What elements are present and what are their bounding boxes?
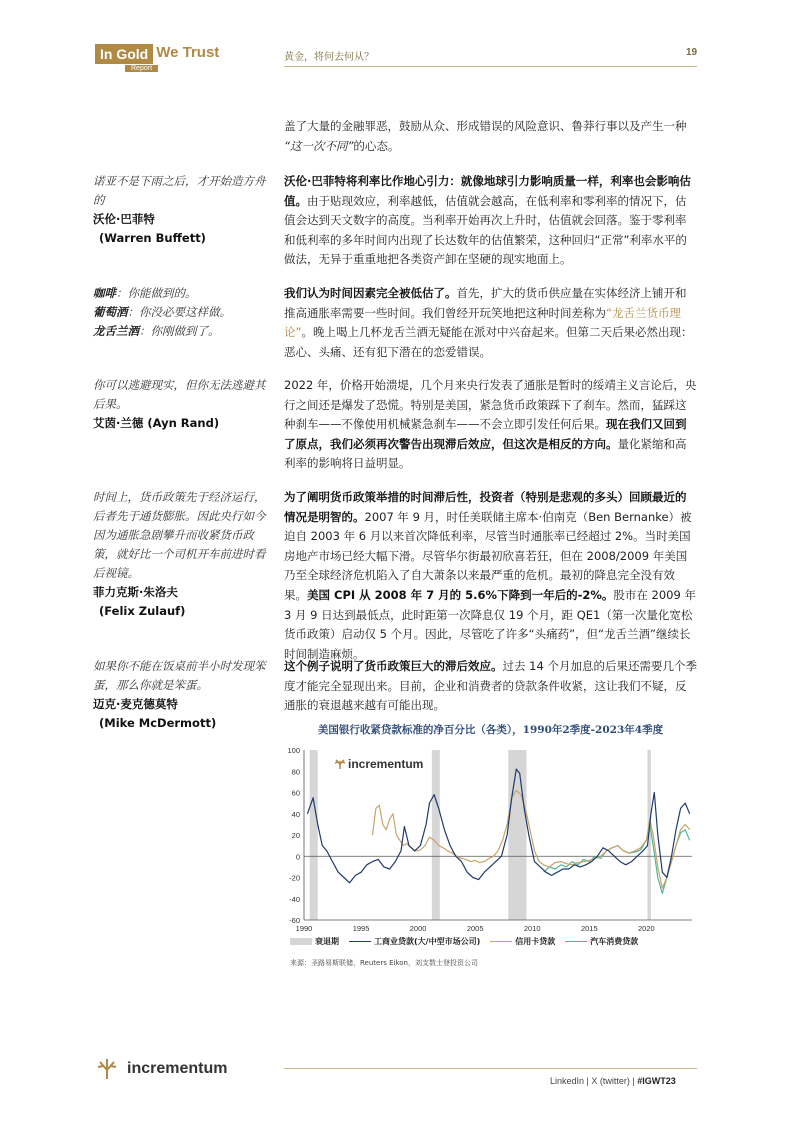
x-tick-label: 2005 bbox=[466, 924, 484, 933]
paragraph-time-factor bbox=[284, 284, 697, 362]
page-number: 19 bbox=[686, 47, 698, 58]
x-tick-label: 1995 bbox=[352, 924, 370, 933]
paragraph-body: 过去 14 个月加息的后果还需要几个季度才能完全显现出来。目前，企业和消费者的贷款条件收紧，这让我们不疑，反通胀的衰退越来越有可能出现。 bbox=[284, 659, 697, 713]
incrementum-tree-icon bbox=[95, 1058, 119, 1080]
header-divider bbox=[284, 66, 697, 67]
sidebar-quote-rand bbox=[93, 376, 269, 433]
x-tick-label: 1990 bbox=[295, 924, 313, 933]
quote-author-en: (Mike McDermott) bbox=[99, 716, 217, 730]
paragraph-lead: 我们认为时间因素完全被低估了。 bbox=[284, 286, 457, 300]
chart-source: 来源：圣路易斯联储，Reuters Eikon，刘支数士登投资公司 bbox=[290, 959, 478, 967]
logo-report-label: Report bbox=[125, 65, 158, 72]
paragraph-lead: 为了阐明货币政策举措的时间滞后性，投资者（特别是悲观的多头）回顾最近的情况是明智的。 bbox=[284, 490, 687, 524]
legend-ci-loans bbox=[349, 936, 480, 947]
logo-box-text: In Gold bbox=[95, 44, 153, 64]
dialog-line: ：你能做到的。 bbox=[116, 286, 197, 300]
y-tick-label: -60 bbox=[289, 916, 300, 925]
paragraph-body: 首先，扩大的货币供应量在实体经济上铺开和推高通胀率需要一些时间。我们曾经开玩笑地把这种时间差称为 bbox=[284, 286, 687, 320]
sidebar-quote-buffett bbox=[93, 172, 269, 248]
lending-standards-chart bbox=[280, 744, 700, 936]
paragraph-emphasis: 美国 CPI 从 2008 年 7 月的 5.6%下降到一年后的-2%。 bbox=[307, 587, 614, 602]
hashtag: #IGWT23 bbox=[637, 1076, 676, 1086]
x-tick-label: 2010 bbox=[523, 924, 541, 933]
dialog-speaker: 咖啡 bbox=[93, 286, 116, 300]
quote-author: 迈克·麦克德莫特 bbox=[93, 697, 178, 711]
quote-text: 时间上，货币政策先于经济运行，后者先于通货膨胀。因此央行如今因为通胀急剧攀升而收紧货币政策，就好比一个司机开车前进时看后视镜。 bbox=[93, 490, 266, 580]
tequila-theory-link[interactable]: “龙舌兰货币理论” bbox=[284, 305, 681, 340]
recession-bar bbox=[508, 750, 526, 920]
paragraph-body: 2022 年，价格开始溃堤，几个月来央行发表了通胀是暂时的绥靖主义言论后，央行之间还是爆发了恐慌。特别是美国，紧急货币政策踩下了刹车。然而，猛踩这种刹车——不像使用机械紧急刹车——不会立即引发任何后果。 bbox=[284, 378, 697, 432]
footer-divider bbox=[284, 1068, 697, 1069]
intro-quote: “这一次不同” bbox=[284, 138, 354, 153]
paragraph-2022 bbox=[284, 376, 697, 474]
legend-label: 信用卡贷款 bbox=[515, 937, 556, 946]
x-tick-label: 2020 bbox=[638, 924, 655, 933]
x-tick-label: 2015 bbox=[580, 924, 598, 933]
legend-credit-card bbox=[490, 936, 555, 947]
paragraph-buffett bbox=[284, 172, 697, 270]
y-tick-label: 0 bbox=[295, 852, 300, 862]
series-line bbox=[307, 769, 689, 883]
y-tick-label: 60 bbox=[291, 788, 300, 798]
paragraph-emphasis: 现在我们又回到了原点，我们必须再次警告出现滞后效应，但这次是相反的方向。 bbox=[284, 417, 687, 451]
y-tick-label: 20 bbox=[291, 831, 300, 840]
intro-paragraph bbox=[284, 117, 697, 156]
y-tick-label: 100 bbox=[287, 746, 300, 755]
recession-bar bbox=[310, 750, 318, 920]
y-tick-label: -40 bbox=[289, 894, 300, 904]
legend-recession bbox=[290, 936, 339, 947]
quote-author: 艾茵·兰德 (Ayn Rand) bbox=[93, 416, 220, 430]
watermark-tree-icon bbox=[335, 760, 345, 769]
x-tick-label: 2000 bbox=[409, 924, 427, 933]
dialog-speaker: 龙舌兰酒 bbox=[93, 324, 139, 338]
watermark-tree-stroke bbox=[335, 762, 338, 763]
chart-legend bbox=[290, 936, 700, 947]
dialog-line: ：你刚做到了。 bbox=[139, 324, 220, 338]
legend-auto-loans bbox=[565, 936, 638, 947]
quote-author-en: (Warren Buffett) bbox=[99, 231, 206, 245]
sidebar-quote-zulauf bbox=[93, 488, 269, 621]
in-gold-we-trust-logo bbox=[95, 44, 220, 72]
footer-brand bbox=[95, 1058, 227, 1080]
sidebar-dialog-tequila bbox=[93, 284, 269, 341]
intro-text: 盖了大量的金融罪恶，鼓励从众、形成错误的风险意识、鲁莽行事以及产生一种 bbox=[284, 119, 687, 133]
paragraph-body-end: 。晚上喝上几杯龙舌兰酒无疑能在派对中兴奋起来。但第二天后果必然出现：恶心、头痛、还有犯下潜在的恋爱错误。 bbox=[284, 325, 693, 359]
dialog-speaker: 葡萄酒 bbox=[93, 305, 128, 319]
legend-label: 衰退期 bbox=[315, 937, 339, 946]
y-tick-label: 40 bbox=[291, 809, 300, 819]
quote-author: 沃伦·巴菲特 bbox=[93, 212, 155, 226]
footer-brand-name: incrementum bbox=[127, 1060, 228, 1077]
dialog-line: ：你没必要这样做。 bbox=[127, 305, 231, 319]
recession-bar bbox=[432, 750, 440, 920]
quote-author: 菲力克斯·朱洛夫 bbox=[93, 585, 178, 599]
chart-watermark: incrementum bbox=[348, 757, 424, 771]
quote-text: 诺亚不是下雨之后，才开始造方舟的 bbox=[93, 174, 266, 207]
legend-label: 汽车消费贷款 bbox=[590, 937, 639, 946]
paragraph-body-end: 量化紧缩和高利率的影响将日益明显。 bbox=[284, 436, 687, 471]
legend-label: 工商业贷款(大/中型市场公司) bbox=[374, 937, 481, 946]
paragraph-lag-effect bbox=[284, 657, 697, 716]
paragraph-body-end: 股市在 2009 年 3 月 9 日达到最低点，此时距第一次降息仅 19 个月，距 QE1（第一次量化宽松货币政策）启动仅 5 个月。因此，尽管吃了许多“头痛药”，但“龙舌兰酒”继续长时间制造麻烦。 bbox=[284, 587, 696, 661]
intro-text-end: 的心态。 bbox=[353, 138, 400, 153]
quote-text: 如果你不能在饭桌前半小时发现笨蛋，那么你就是笨蛋。 bbox=[93, 659, 266, 692]
footer-links bbox=[550, 1076, 676, 1086]
paragraph-body: 2007 年 9 月，时任美联储主席本·伯南克（Ben Bernanke）被迫自 2003 年 6 月以来首次降低利率，尽管当时通胀率已经超过 2%。当时美国房地产市场已经大幅下滑。尽管华尔街最初欣喜若狂，但在 2008/2009 年美国乃至全球经济危机陷入了自大萧条以来最严重的危机。最初的降息完全没有效果。 bbox=[284, 509, 692, 602]
y-tick-label: 80 bbox=[291, 767, 300, 777]
quote-text: 你可以逃避现实，但你无法逃避其后果。 bbox=[93, 378, 266, 411]
watermark-tree-stroke bbox=[342, 762, 345, 763]
y-tick-label: -20 bbox=[289, 873, 300, 883]
running-header-title: 黄金，将何去何从？ bbox=[284, 52, 374, 63]
quote-author-en: (Felix Zulauf) bbox=[99, 604, 186, 618]
chart-title: 美国银行收紧贷款标准的净百分比（各类），1990年2季度-2023年4季度 bbox=[317, 724, 664, 736]
paragraph-body: 由于贴现效应，利率越低，估值就会越高，在低利率和零利率的情况下，估值会达到天文数字的高度。当利率开始再次上升时，估值就会回落。鉴于零利率和低利率的多年时间内出现了长达数年的估值繁荣，这种回归“正常”利率水平的做法，无异于重重地把各类资产卸在坚硬的现实地面上。 bbox=[284, 193, 687, 267]
series-line bbox=[373, 790, 690, 888]
paragraph-bernanke bbox=[284, 488, 697, 664]
sidebar-quote-mcdermott bbox=[93, 657, 269, 733]
paragraph-lead: 这个例子说明了货币政策巨大的滞后效应。 bbox=[284, 659, 503, 673]
paragraph-lead: 沃伦·巴菲特将利率比作地心引力：就像地球引力影响质量一样，利率也会影响估值。 bbox=[284, 174, 691, 208]
social-links[interactable]: LinkedIn | X (twitter) | bbox=[550, 1076, 635, 1086]
logo-text: We Trust bbox=[156, 44, 220, 61]
